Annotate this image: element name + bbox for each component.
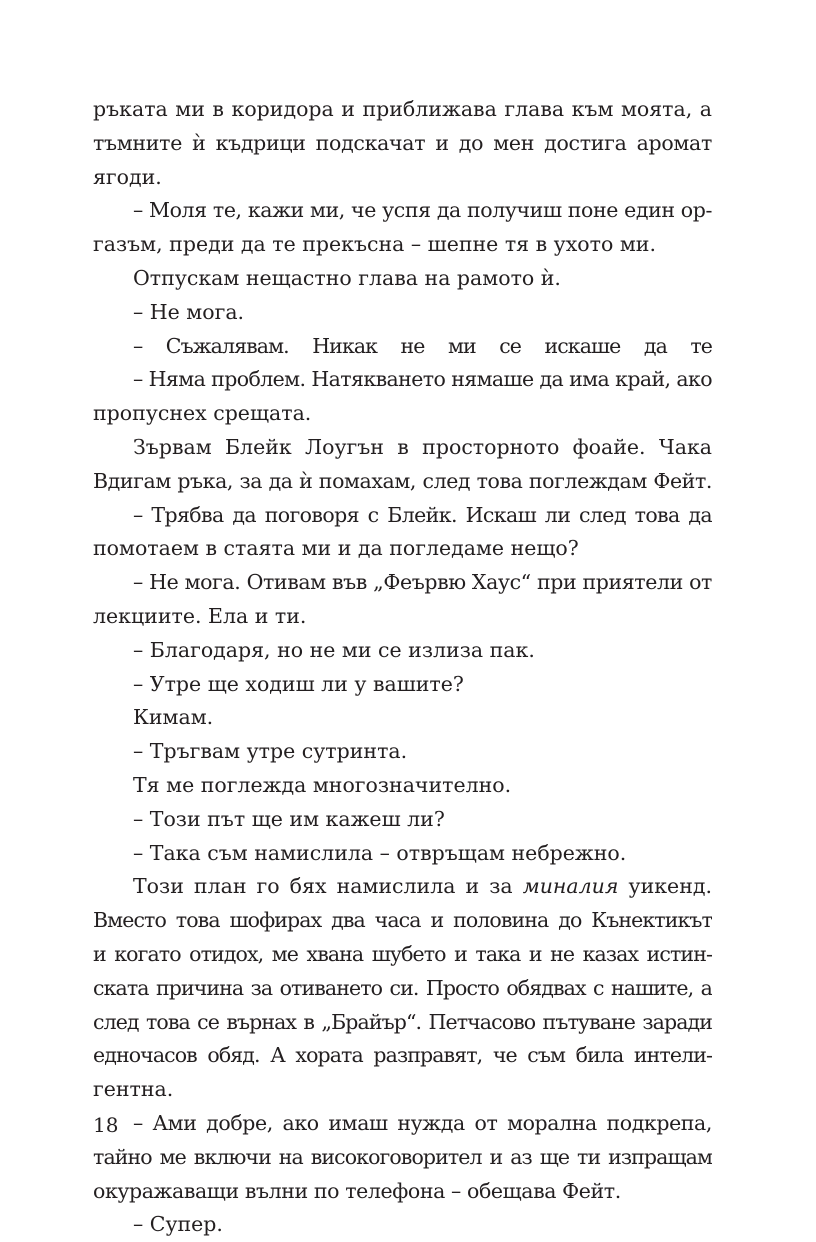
text-line: [93, 870, 712, 904]
text-line: Вдигам ръка, за да ѝ помахам, след това поглеждам Фейт.: [93, 468, 712, 493]
text-segment: Този план го бях намислила и за: [133, 874, 523, 899]
text-line: Тя ме поглежда многозначително.: [133, 772, 512, 797]
text-line: газъм, преди да те прекъсна – шепне тя в ухото ми.: [93, 232, 656, 257]
text-line: – Съжалявам. Никак не ми се искаше да те: [133, 333, 712, 358]
text-line: – Ами добре, ако имаш нужда от морална подкрепа,: [133, 1110, 712, 1135]
text-line: Отпускам нещастно глава на рамото ѝ.: [133, 265, 561, 290]
text-line: пропуснех срещата.: [93, 401, 312, 426]
text-line: – Не мога.: [133, 299, 245, 324]
text-line: – Този път ще им кажеш ли?: [133, 806, 445, 831]
text-line: – Супер.: [133, 1212, 223, 1237]
text-line: – Не мога. Отивам във „Феървю Хаус“ при приятели от: [133, 570, 712, 595]
book-page-text: [93, 93, 712, 1242]
text-line: тъмните ѝ къдрици подскачат и до мен достига аромат: [93, 130, 712, 155]
text-line: – Утре ще ходиш ли у вашите?: [133, 671, 464, 696]
text-line: Кимам.: [133, 705, 214, 730]
text-line: и когато отидох, ме хвана шубето и така и не казах истин-: [93, 941, 712, 966]
text-line: ягоди.: [93, 164, 162, 189]
text-line: гентна.: [93, 1077, 174, 1102]
text-line: – Трябва да поговоря с Блейк. Искаш ли след това да: [133, 502, 712, 527]
text-line: – Няма проблем. Натякването нямаше да има край, ако: [133, 367, 712, 392]
text-line: помотаем в стаята ми и да погледаме нещо?: [93, 536, 579, 561]
text-line: окуражаващи вълни по телефона – обещава Фейт.: [93, 1178, 621, 1203]
text-line: след това се върнах в „Брайър“. Петчасово пътуване заради: [93, 1009, 712, 1034]
text-line: – Моля те, кажи ми, че успя да получиш поне един ор-: [133, 198, 712, 223]
page-number: 18: [93, 1113, 119, 1137]
text-line: ската причина за отиването си. Просто обядвах с нашите, а: [93, 975, 712, 1000]
text-line: – Благодаря, но не ми се излиза пак.: [133, 637, 535, 662]
text-line: – Тръгвам утре сутринта.: [133, 739, 408, 764]
text-line: Вместо това шофирах два часа и половина до Кънектикът: [93, 908, 712, 933]
text-line: едночасов обяд. А хората разправят, че съм била интели-: [93, 1043, 712, 1068]
text-line: тайно ме включи на високоговорител и аз ще ти изпращам: [93, 1144, 712, 1169]
text-segment: уикенд.: [618, 874, 712, 899]
text-line: ръката ми в коридора и приближава глава към моята, а: [93, 97, 712, 121]
text-line: лекциите. Ела и ти.: [93, 603, 307, 628]
text-line: – Така съм намислила – отвръщам небрежно.: [133, 840, 627, 865]
text-line: Зървам Блейк Лоугън в просторното фоайе. Чака: [133, 434, 712, 459]
italic-word: миналия: [522, 874, 619, 899]
